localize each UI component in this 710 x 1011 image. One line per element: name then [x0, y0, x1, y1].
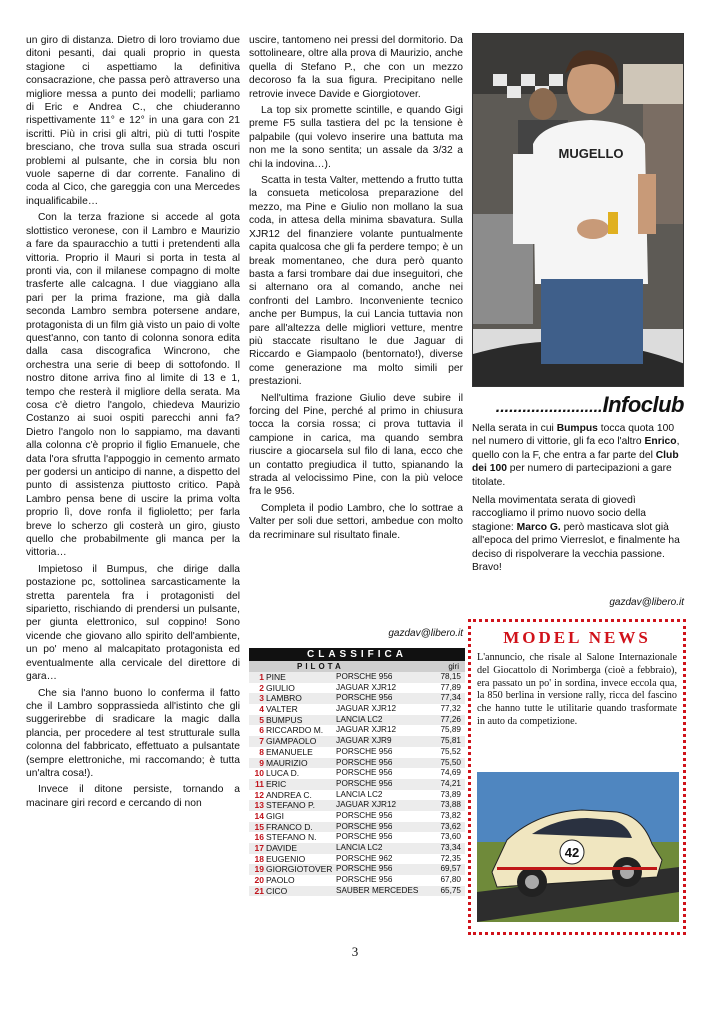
car-cell: PORSCHE 956 — [336, 693, 393, 703]
author-email: gazdav@libero.it — [609, 597, 684, 608]
car-cell: JAGUAR XJR12 — [336, 704, 397, 714]
driver-cell: GIULIO — [266, 682, 295, 693]
car-cell: PORSCHE 956 — [336, 832, 393, 842]
article-column-1 — [26, 34, 240, 813]
paragraph: Nell'ultima frazione Giulio deve subire il forcing del Pine, perché al primo in chiusura tocca la corsia rossa; ci prova tuttavia il campione in carica, ma quando sembra riuscire a giocarsela sul filo di lana, ecco che un contatto pregiudica il tutto, spianando la strada al velocissimo Pine, con la più veloce fra le 956. — [249, 392, 463, 498]
laps-cell: 75,52 — [440, 746, 461, 756]
driver-cell: STEFANO N. — [266, 832, 317, 843]
laps-cell: 77,32 — [440, 704, 461, 714]
laps-cell: 75,89 — [440, 725, 461, 735]
laps-cell: 73,60 — [440, 832, 461, 842]
photo-racer — [472, 33, 684, 387]
paragraph: Con la terza frazione si accede al gota slottistico veronese, con il Lambro e Maurizio a fare da spauracchio a tutti i pretendenti alla vittoria. Proprio il Mauri si porta in testa al pronti via, con il milanese compagno di molte trasferte alle calcagna. I due viaggiano alla pari per la prima frazione, ma già dalla seconda Lambro sembra potersene andare, protagonista di un film già visto un paio di volte quest'anno, con tanto di colonna sonora edita dalla casa discografica Wincrono, che orchestra una serie di beep di sottofondo. Il nostro ditone arriva fino al limite di 13 e 1, tempo che resterà il migliore della serata. Ma cosa c'è dietro l'angolo, chiedeva Maurizio Costanzo ai suoi ospiti parecchi anni fa? Dietro l'angolo non lo sappiamo, ma davanti alla colonna c'è proprio il figlio Emanuele, che data l'ora sfrutta l'appoggio in cemento armato per godersi un anticipo di nanne, a dispetto del punto di assistenza piuttosto critico. Papà Lambro pensa bene di uscire la prima volta proprio lì, dove ronfa il figlioletto; per farla breve lo scherzo gli costerà un giro, giusto quello che probabilmente gli manca per la vittoria… — [26, 212, 240, 559]
position-cell: 6 — [259, 725, 264, 736]
shirt-text: MUGELLO — [558, 146, 624, 161]
table-row — [249, 822, 465, 833]
table-row — [249, 683, 465, 694]
infoclub-title: Infoclub — [602, 392, 684, 417]
table-row — [249, 768, 465, 779]
table-row — [249, 779, 465, 790]
model-news-box — [468, 619, 686, 935]
laps-cell: 65,75 — [440, 885, 461, 895]
table-header — [249, 661, 465, 672]
car-cell: LANCIA LC2 — [336, 789, 383, 799]
car-cell: PORSCHE 956 — [336, 810, 393, 820]
bold-name: Marco G. — [516, 521, 561, 533]
laps-cell: 69,57 — [440, 864, 461, 874]
driver-cell: FRANCO D. — [266, 821, 313, 832]
photo-model-car — [477, 772, 679, 922]
table-row — [249, 864, 465, 875]
laps-cell: 73,82 — [440, 810, 461, 820]
table-row — [249, 736, 465, 747]
driver-cell: CICO — [266, 885, 288, 896]
paragraph: Impietoso il Bumpus, che dirige dalla postazione pc, sottolinea sarcasticamente la stretta parentela fra i protagonisti del siparietto, rischiando di prendersi un pulsante, per giunta elettronico, sul coppino! Sono vicende che giovano allo spirito dell'ambiente, un po' meno al malcapitato protagonista ed eventualmente alla cervicale del direttore di gara… — [26, 563, 240, 683]
car-cell: JAGUAR XJR12 — [336, 682, 397, 692]
position-cell: 17 — [254, 843, 264, 853]
table-row — [249, 747, 465, 758]
position-cell: 13 — [254, 800, 264, 811]
car-cell: PORSCHE 956 — [336, 864, 393, 874]
position-cell: 2 — [259, 682, 264, 693]
position-cell: 4 — [259, 704, 264, 715]
column-header-pilota: PILOTA — [297, 662, 344, 671]
car-cell: LANCIA LC2 — [336, 714, 383, 724]
paragraph: Completa il podio Lambro, che lo sottrae a Valter per soli due settori, ambedue con molto da recriminare sul risultato finale. — [249, 502, 463, 541]
table-row — [249, 800, 465, 811]
results-table — [249, 648, 465, 896]
paragraph: uscire, tantomeno nei pressi del dormitorio. Da sottolineare, oltre alla prova di Maurizio, anche quella di Stefano P., che con un mezzo decoroso fa la sua figura. Precipitano nelle retrovie invece Davide e Giorgiotover. — [249, 35, 463, 100]
car-cell: LANCIA LC2 — [336, 843, 383, 852]
table-row — [249, 843, 465, 854]
table-row — [249, 886, 465, 897]
table-row — [249, 715, 465, 726]
driver-cell: ERIC — [266, 778, 287, 789]
car-cell: PORSCHE 956 — [336, 768, 393, 778]
paragraph — [472, 494, 684, 574]
paragraph: Scatta in testa Valter, mettendo a frutto tutta la consueta meticolosa preparazione del mezzo, ma Pine e Giulio non mollano la sua coda, in attesa della minima sbavatura. Sulla XJR12 del finanziere volante puntualmente capita qualcosa che gli fa perdere tempo; è un break momentaneo, che dura però quanto basta a farsi trombare dai due inseguitori, che si alternano ora al comando, anche nei confronti del Lambro. Inconveniente tecnico anche per Bumpus, la cui Lancia tuttavia non pare all'altezza delle migliori vetture, mentre più staccate risultano le due Jaguar di Riccardo e Giampaolo (bentornato!), diverse come generazione ma molto simili per prestazioni. — [249, 175, 463, 388]
driver-cell: LAMBRO — [266, 693, 302, 704]
car-cell: SAUBER MERCEDES — [336, 885, 419, 895]
car-cell: PORSCHE 956 — [336, 757, 393, 767]
position-cell: 9 — [259, 757, 264, 768]
car-cell: JAGUAR XJR12 — [336, 725, 397, 735]
position-cell: 7 — [259, 736, 264, 747]
laps-cell: 73,89 — [440, 789, 461, 799]
text: tocca quota 100 nel numero di vittorie, gli fa eco l'altro — [472, 423, 675, 448]
driver-cell: STEFANO P. — [266, 800, 315, 811]
table-row — [249, 704, 465, 715]
paragraph — [472, 422, 684, 489]
position-cell: 3 — [259, 693, 264, 704]
position-cell: 19 — [254, 864, 264, 875]
position-cell: 20 — [254, 875, 264, 886]
paragraph: un giro di distanza. Dietro di loro troviamo due ditoni pesanti, dai quali proprio in questa stagione ci aspettiamo la definitiva consacrazione, che passa però attraverso una migliore messa a punto dei modelli; parliamo di Eric e Andrea C., che chiuderanno rispettivamente 11° e 12° in una gara con 21 iscritti. Più in crisi gli altri, più di tutti l'ospite bresciano, che trova sulla sua strada oscuri problemi al pulsante, che in corsia blu non vuole saperne di dar corrente. Fanalino di coda al Cico, che gareggia con una Mercedes inqualificabile… — [26, 35, 240, 207]
position-cell: 8 — [259, 746, 264, 757]
author-email: gazdav@libero.it — [388, 628, 463, 639]
driver-cell: GIGI — [266, 810, 284, 821]
position-cell: 21 — [254, 885, 264, 896]
car-number: 42 — [564, 845, 580, 860]
car-cell: PORSCHE 956 — [336, 821, 393, 831]
driver-cell: EMANUELE — [266, 746, 313, 757]
table-row — [249, 832, 465, 843]
laps-cell: 77,26 — [440, 714, 461, 724]
driver-cell: ANDREA C. — [266, 789, 312, 800]
position-cell: 10 — [254, 768, 264, 779]
car-cell: JAGUAR XJR12 — [336, 800, 397, 810]
table-row — [249, 875, 465, 886]
paragraph: Invece il ditone persiste, tornando a macinare giri record e cercando di non — [26, 784, 240, 809]
heading-dots: ........................ — [495, 399, 603, 416]
car-cell: JAGUAR XJR9 — [336, 736, 392, 746]
laps-cell: 74,69 — [440, 768, 461, 778]
text: però masticava slot già all'epoca del primo Vierreslot, e finalmente ha deciso di rispolverare la vecchia passione. Bravo! — [472, 521, 680, 574]
table-row — [249, 854, 465, 865]
driver-cell: GIORGIOTOVER — [266, 864, 333, 875]
table-body — [249, 672, 465, 896]
driver-cell: PAOLO — [266, 875, 295, 886]
page-number: 3 — [351, 944, 359, 959]
table-row — [249, 790, 465, 801]
position-cell: 5 — [259, 714, 264, 725]
position-cell: 15 — [254, 821, 264, 832]
paragraph: La top six promette scintille, e quando Gigi preme F5 sulla tastiera del pc la tensione è palpabile (qui volevo inserire una battuta ma non me la sono sentita; un assale da 3/32 a chi la indovina…). — [249, 105, 463, 170]
text: , quello con la F, che entra a far parte del — [472, 436, 680, 461]
laps-cell: 73,62 — [440, 821, 461, 831]
laps-cell: 78,15 — [440, 672, 461, 681]
position-cell: 14 — [254, 810, 264, 821]
position-cell: 1 — [259, 672, 264, 682]
driver-cell: MAURIZIO — [266, 757, 308, 768]
driver-cell: VALTER — [266, 704, 298, 715]
position-cell: 11 — [255, 778, 264, 789]
position-cell: 12 — [254, 789, 264, 800]
infoclub-box — [472, 422, 684, 579]
laps-cell: 73,34 — [440, 843, 461, 852]
driver-cell: LUCA D. — [266, 768, 300, 779]
car-cell: PORSCHE 956 — [336, 672, 393, 681]
table-row — [249, 758, 465, 769]
driver-cell: DAVIDE — [266, 843, 298, 853]
driver-cell: EUGENIO — [266, 853, 306, 864]
laps-cell: 67,80 — [440, 875, 461, 885]
text: Nella movimentata serata di giovedì raccogliamo il primo nuovo socio della stagione: — [472, 495, 646, 533]
bold-name: Enrico — [644, 436, 677, 448]
position-cell: 18 — [254, 853, 264, 864]
bold-name: Bumpus — [556, 423, 598, 434]
laps-cell: 75,81 — [440, 736, 461, 746]
table-row — [249, 725, 465, 736]
table-row — [249, 672, 465, 683]
table-title: CLASSIFICA — [249, 648, 465, 661]
infoclub-heading — [472, 392, 684, 416]
car-cell: PORSCHE 956 — [336, 778, 393, 788]
car-illustration — [477, 772, 679, 922]
driver-cell: PINE — [266, 672, 286, 682]
car-cell: PORSCHE 956 — [336, 746, 393, 756]
laps-cell: 77,89 — [440, 682, 461, 692]
car-cell: PORSCHE 962 — [336, 853, 393, 863]
article-column-2 — [249, 34, 463, 545]
position-cell: 16 — [254, 832, 264, 843]
paragraph: Che sia l'anno buono lo conferma il fatto che il Lambro sopprassieda all'istinto che gli suggerirebbe di sradicare la magic dalla plancia, per procedere al test strutturale sulla colonna del fabbricato, effettuato a pulsantate (sempre elettroniche, mi raccomando; è tutta un'altra cosa!). — [26, 687, 240, 779]
table-row — [249, 693, 465, 704]
laps-cell: 72,35 — [440, 853, 461, 863]
car-cell: PORSCHE 956 — [336, 875, 393, 885]
laps-cell: 73,88 — [440, 800, 461, 810]
laps-cell: 74,21 — [440, 778, 461, 788]
bold-name: Club dei 100 — [472, 449, 679, 475]
table-row — [249, 811, 465, 822]
laps-cell: 75,50 — [440, 757, 461, 767]
driver-cell: BUMPUS — [266, 714, 303, 725]
laps-cell: 77,34 — [440, 693, 461, 703]
photo-illustration — [473, 34, 684, 387]
model-news-title: MODEL NEWS — [503, 628, 651, 647]
text: per numero di partecipazioni a gare titolate. — [472, 463, 672, 488]
driver-cell: GIAMPAOLO — [266, 736, 317, 747]
column-header-giri: giri — [448, 662, 459, 671]
driver-cell: RICCARDO M. — [266, 725, 324, 736]
model-news-text: L'annuncio, che risale al Salone Internazionale del Giocattolo di Norimberga (cioè a febbraio), era passato un po' in sordina, invece eccola qua, la 850 berlina in versione rally, ricca del fascino che hanno tutte le utilitarie quando trasformate in auto da competizione. — [477, 652, 677, 727]
text: Nella serata in cui — [472, 423, 557, 434]
